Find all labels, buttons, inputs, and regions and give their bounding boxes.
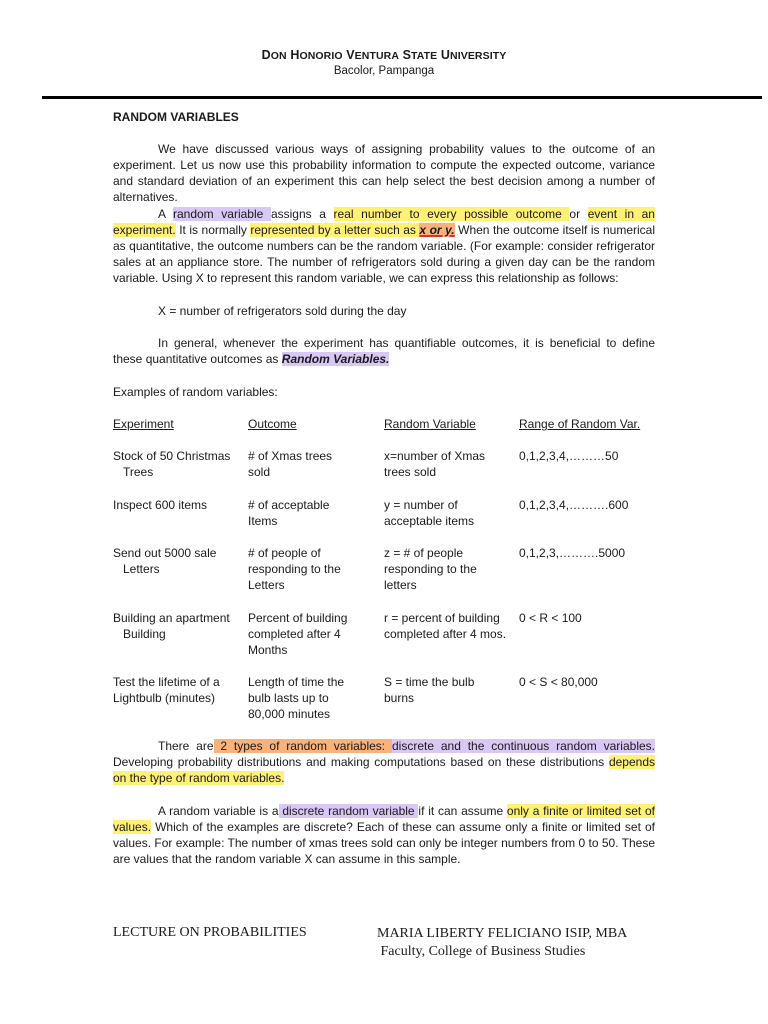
highlight-random-variables: Random Variables. [281,352,390,366]
highlight-x-or-y: x or y. [419,223,455,237]
author-name: MARIA LIBERTY FELICIANO ISIP, MBA [377,926,628,941]
highlight-real-number: real number to every possible outcome [333,207,570,221]
highlight-discrete-continuous: discrete and the continuous random variables. [391,739,655,753]
col-header-outcome: Outcome [248,417,297,431]
table-cell: Percent of building completed after 4 Months [248,611,348,657]
table-cell: r = percent of building completed after 4 mos. [384,611,507,641]
table-cell: # of acceptable Items [248,498,330,528]
table-cell: 0,1,2,3,4,………50 [519,449,619,463]
table-cell: # of people of responding to the Letters [248,546,341,592]
highlight-event: event in an experiment. [113,207,655,237]
highlight-depends: depends on the type of random variables. [113,755,655,785]
table-cell: Test the lifetime of a Lightbulb (minutes) [113,675,220,705]
col-header-random-variable: Random Variable [384,417,476,431]
table-cell: Send out 5000 sale Letters [113,546,217,576]
highlight-represented: represented by a letter such as [250,223,420,237]
table-cell: # of Xmas trees sold [248,449,333,479]
examples-label: Examples of random variables: [113,385,278,399]
highlight-two-types: 2 types of random variables: [213,739,392,753]
table-cell: 0 < S < 80,000 [519,675,598,689]
table-cell: Building an apartment Building [113,611,230,641]
highlight-finite-values: only a finite or limited set of values. [113,804,655,834]
footer-lecture-title: LECTURE ON PROBABILITIES [113,925,307,940]
table-cell: S = time the bulb burns [384,675,475,705]
table-cell: Length of time the bulb lasts up to 80,000 minutes [248,675,345,721]
table-cell: 0,1,2,3,4,……….600 [519,498,629,512]
university-location: Bacolor, Pampanga [333,65,435,77]
highlight-random-variable: random variable [172,207,271,221]
col-header-experiment: Experiment [113,417,174,431]
col-header-range: Range of Random Var. [519,417,641,431]
table-cell: x=number of Xmas trees sold [384,449,486,479]
types-paragraph: There are 2 types of random variables: discrete and the continuous random variables. Developing probability distributions and making computations based on these distributions depends on the type of random variables. [113,739,655,785]
table-cell: 0 < R < 100 [519,611,582,625]
footer-author [377,925,627,961]
general-paragraph: In general, whenever the experiment has quantifiable outcomes, it is beneficial to define these quantitative outcomes as Random Variables. [113,336,655,366]
header-divider [42,96,762,99]
table-cell: Inspect 600 items [113,498,208,512]
author-department: Faculty, College of Business Studies [377,944,586,959]
section-title: RANDOM VARIABLES [113,110,239,124]
university-name: DON HONORIO VENTURA STATE UNIVERSITY [261,48,507,62]
table-cell: y = number of acceptable items [384,498,475,528]
discrete-paragraph: A random variable is a discrete random variable if it can assume only a finite or limited set of values. Which of the examples are discrete? Each of these can assume only a finite or limited set of values. For example: The number of xmas trees sold can only be integer numbers from 0 to 50. These are values that the random variable X can assume in this sample. [113,804,655,866]
table-cell: Stock of 50 Christmas Trees [113,449,231,479]
definition-paragraph: A random variable assigns a real number to every possible outcome or event in an experiment. It is normally represented by a letter such as x or y. When the outcome itself is numerical as quantitative, the outcome numbers can be the random variable. (For example: consider refrigerator sales at an appliance store. The number of refrigerators sold during a given day can be the random variable. Using X to represent this random variable, we can express this relationship as follows: [113,207,656,285]
highlight-discrete-rv: discrete random variable [278,804,419,818]
table-cell: 0,1,2,3,……….5000 [519,546,626,560]
table-cell: z = # of people responding to the letters [384,546,477,592]
intro-paragraph: We have discussed various ways of assigning probability values to the outcome of an experiment. Let us now use this probability information to compute the expected outcome, variance and standard deviation of an experiment this can help select the best decision among a number of alternatives. [113,142,655,204]
equation-line: X = number of refrigerators sold during the day [158,304,407,318]
